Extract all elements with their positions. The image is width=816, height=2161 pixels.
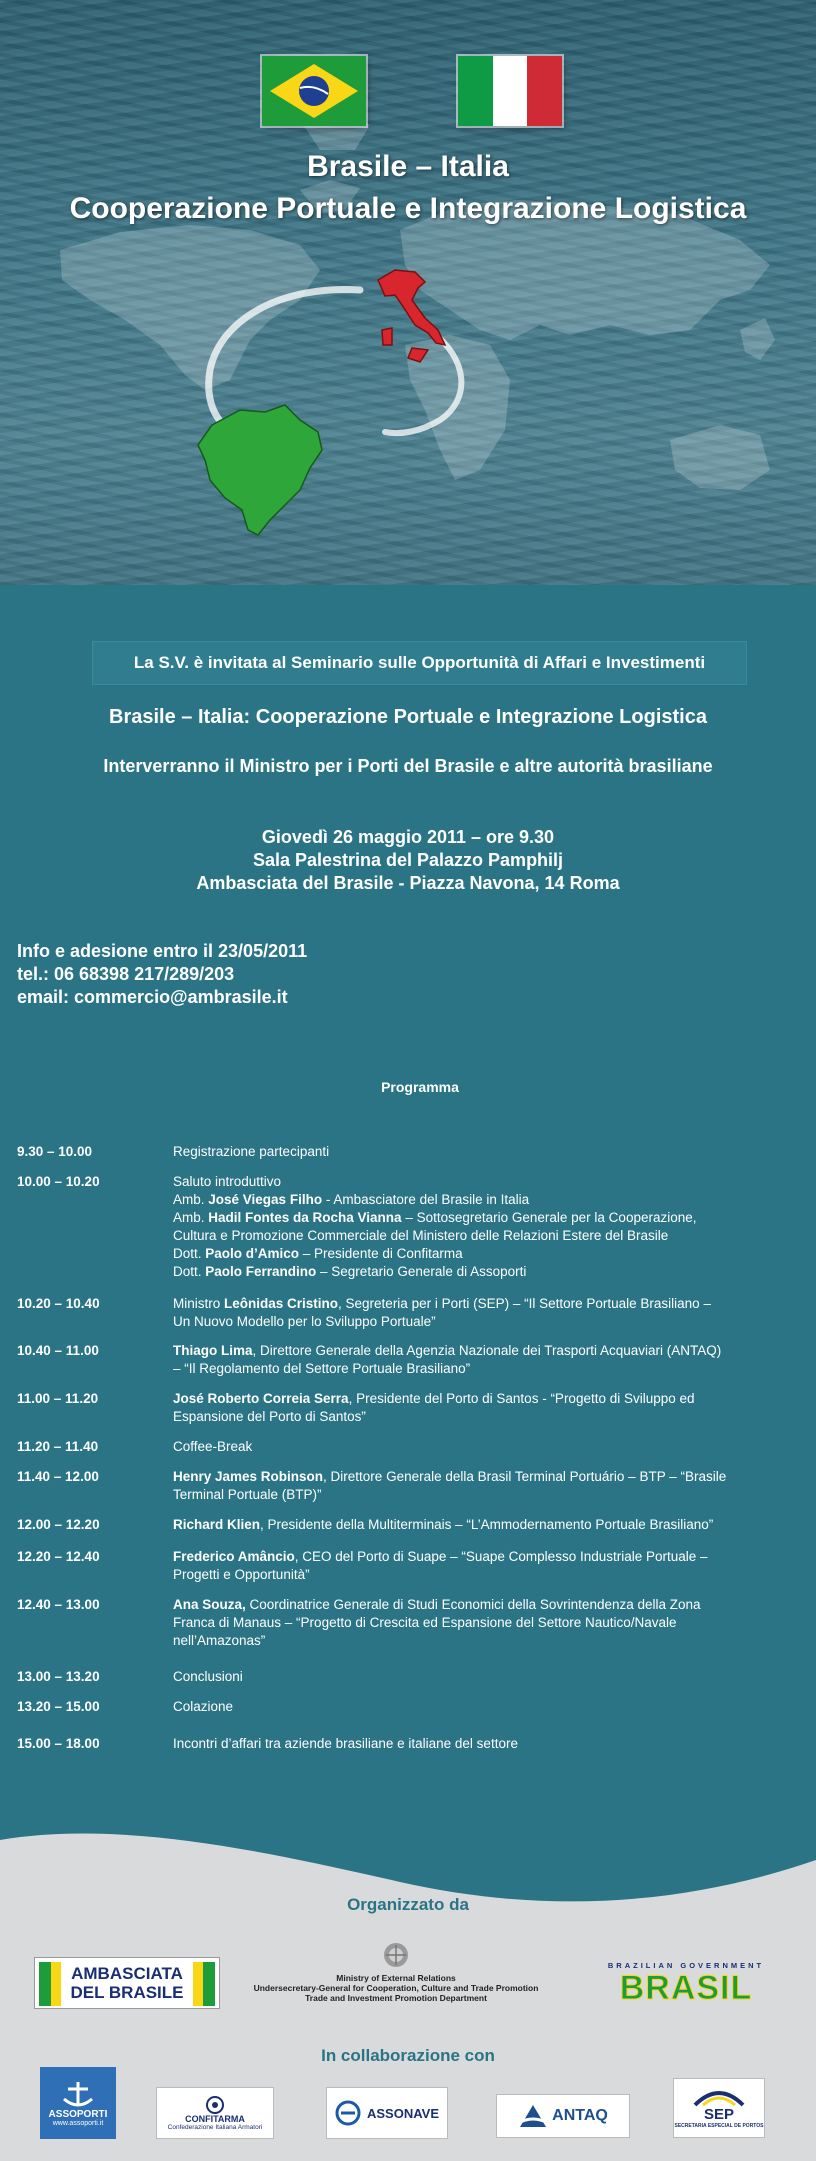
program-time: 12.40 – 13.00 — [17, 1597, 100, 1612]
event-date: Giovedì 26 maggio 2011 – ore 9.30 — [261, 827, 555, 847]
contact-email[interactable]: email: commercio@ambrasile.it — [17, 987, 288, 1007]
brazil-government-logo[interactable] — [586, 1957, 786, 2009]
program-description — [173, 1548, 793, 1584]
program-description — [173, 1668, 793, 1686]
program-time: 11.20 – 11.40 — [17, 1439, 99, 1454]
sep-emblem-icon — [693, 2087, 745, 2107]
confitarma-name: CONFITARMA — [185, 2113, 245, 2124]
antaq-logo[interactable] — [496, 2094, 630, 2138]
program-line — [173, 1596, 793, 1614]
ministry-logo[interactable] — [240, 1933, 552, 2011]
ambasciata-line2: DEL BRASILE — [70, 1983, 184, 2002]
ministry-line3: Trade and Investment Promotion Department — [305, 1993, 487, 2003]
program-time: 11.00 – 11.20 — [17, 1391, 99, 1406]
program-line-text: Franca di Manaus – “Progetto di Crescita ed Espansione del Settore Nautico/Navale — [173, 1615, 677, 1630]
hero-title-line2: Cooperazione Portuale e Integrazione Logistica — [69, 192, 747, 225]
program-line — [173, 1295, 793, 1313]
program-line — [173, 1245, 793, 1263]
assoporti-url: www.assoporti.it — [52, 2120, 104, 2127]
ambasciata-line1: AMBASCIATA — [71, 1964, 183, 1983]
italy-flag-icon — [458, 56, 562, 126]
speaker-name: Thiago Lima — [173, 1343, 253, 1358]
program-line-text: – “Il Regolamento del Settore Portuale Brasiliano” — [173, 1361, 471, 1376]
program-time: 9.30 – 10.00 — [17, 1144, 93, 1159]
program-line-suffix: , CEO del Porto di Suape – “Suape Complesso Industriale Portuale – — [294, 1549, 708, 1564]
program-line-text: Conclusioni — [173, 1669, 243, 1684]
footer — [0, 1830, 816, 2161]
brazil-shape-icon — [198, 405, 322, 535]
program-line-text: Registrazione partecipanti — [173, 1144, 330, 1159]
program-title: Programma — [381, 1079, 459, 1095]
program-line-text: Terminal Portuale (BTP)” — [173, 1487, 322, 1502]
program-line — [173, 1632, 793, 1650]
program-line-suffix: – Presidente di Confitarma — [299, 1246, 463, 1261]
program-time: 10.00 – 10.20 — [17, 1174, 100, 1189]
antaq-name: ANTAQ — [552, 2107, 608, 2124]
program-line-text: Incontri d’affari tra aziende brasiliane e italiane del settore — [173, 1736, 518, 1751]
program-line — [173, 1516, 793, 1534]
assoporti-name: ASSOPORTI — [48, 2109, 108, 2120]
program-line-suffix: Coordinatrice Generale di Studi Economici della Sovrintendenza della Zona — [245, 1597, 701, 1612]
program-line — [173, 1548, 793, 1566]
program-line — [173, 1227, 793, 1245]
event-address: Ambasciata del Brasile - Piazza Navona, 14 Roma — [196, 873, 620, 893]
govt-big-text: BRASIL — [619, 1968, 753, 2007]
program-line — [173, 1408, 793, 1426]
program-description — [173, 1143, 793, 1161]
program-line-prefix: Dott. — [173, 1246, 206, 1261]
program-line-suffix: – Sottosegretario Generale per la Cooperazione, — [401, 1210, 697, 1225]
world-map-illustration — [0, 0, 816, 585]
program-description — [173, 1342, 793, 1378]
speaker-name: Henry James Robinson — [173, 1469, 324, 1484]
program-description — [173, 1390, 793, 1426]
program-line-text: Progetti e Opportunità” — [173, 1567, 310, 1582]
ministry-line1: Ministry of External Relations — [336, 1973, 456, 1983]
program-line-text: nell’Amazonas” — [173, 1633, 266, 1648]
program-line — [173, 1468, 793, 1486]
program-description — [173, 1735, 793, 1753]
speaker-name: Hadil Fontes da Rocha Vianna — [208, 1210, 402, 1225]
speaker-name: Leônidas Cristino — [224, 1296, 339, 1311]
program-time: 10.40 – 11.00 — [17, 1343, 99, 1358]
program-line-text: Cultura e Promozione Commerciale del Ministero delle Relazioni Estere del Brasile — [173, 1228, 669, 1243]
ministry-line2: Undersecretary-General for Cooperation, Culture and Trade Promotion — [253, 1983, 539, 1993]
program-line — [173, 1191, 793, 1209]
program-line — [173, 1698, 793, 1716]
seminar-title: Brasile – Italia: Cooperazione Portuale e Integrazione Logistica — [109, 706, 707, 728]
program-line-text: Colazione — [173, 1699, 234, 1714]
antaq-emblem-icon — [518, 2103, 548, 2129]
program-line — [173, 1438, 793, 1456]
program-line-suffix: , Presidente del Porto di Santos - “Progetto di Sviluppo ed — [348, 1391, 695, 1406]
program-line — [173, 1486, 793, 1504]
program-line — [173, 1173, 793, 1191]
program-line — [173, 1313, 793, 1331]
ministry-emblem-icon — [378, 1941, 414, 1969]
hero-banner — [0, 0, 816, 585]
program-time: 12.00 – 12.20 — [17, 1517, 100, 1532]
program-time: 15.00 – 18.00 — [17, 1736, 100, 1751]
confitarma-emblem-icon — [202, 2096, 228, 2114]
contact-phone[interactable]: tel.: 06 68398 217/289/203 — [17, 964, 235, 984]
confitarma-logo[interactable] — [156, 2087, 274, 2139]
program-description — [173, 1698, 793, 1716]
program-line — [173, 1263, 793, 1281]
sep-logo[interactable] — [673, 2078, 765, 2138]
program-line — [173, 1390, 793, 1408]
invitation-banner — [92, 641, 747, 685]
assoporti-logo[interactable] — [40, 2067, 116, 2139]
speaker-name: Ana Souza, — [173, 1597, 246, 1612]
program-line — [173, 1566, 793, 1584]
program-description — [173, 1438, 793, 1456]
event-details — [0, 826, 816, 895]
program-description — [173, 1295, 793, 1331]
event-venue: Sala Palestrina del Palazzo Pamphilj — [252, 850, 564, 870]
program-line-prefix: Amb. — [173, 1210, 209, 1225]
program-line — [173, 1614, 793, 1632]
program-line-text: Coffee-Break — [173, 1439, 253, 1454]
program-line-suffix: - Ambasciatore del Brasile in Italia — [322, 1192, 530, 1207]
program-line-suffix: – Segretario Generale di Assoporti — [316, 1264, 527, 1279]
assonave-name: ASSONAVE — [367, 2105, 439, 2121]
program-line-text: Espansione del Porto di Santos” — [173, 1409, 366, 1424]
program-line-suffix: , Presidente della Multiterminais – “L’Ammodernamento Portuale Brasiliano” — [260, 1517, 714, 1532]
organized-by-heading: Organizzato da — [347, 1895, 469, 1914]
program-description — [173, 1516, 793, 1534]
program-line — [173, 1735, 793, 1753]
program-time: 10.20 – 10.40 — [17, 1296, 100, 1311]
hero-title-line1: Brasile – Italia — [307, 150, 509, 183]
ambasciata-logo[interactable] — [34, 1957, 220, 2009]
assonave-emblem-icon — [335, 2100, 361, 2126]
speakers-note: Interverranno il Ministro per i Porti del Brasile e altre autorità brasiliane — [103, 756, 713, 776]
speaker-name: Paolo Ferrandino — [205, 1264, 317, 1279]
program-line-prefix: Amb. — [173, 1192, 209, 1207]
program-line — [173, 1342, 793, 1360]
program-line — [173, 1360, 793, 1378]
program-line-prefix: Ministro — [173, 1296, 225, 1311]
assonave-logo[interactable] — [326, 2087, 448, 2139]
program-line-text: Un Nuovo Modello per lo Sviluppo Portuale” — [173, 1314, 436, 1329]
speaker-name: Richard Klien — [173, 1517, 261, 1532]
program-time: 12.20 – 12.40 — [17, 1549, 100, 1564]
invitation-text: La S.V. è invitata al Seminario sulle Opportunità di Affari e Investimenti — [133, 653, 706, 672]
program-line-suffix: , Direttore Generale della Brasil Terminal Portuário – BTP – “Brasile — [323, 1469, 727, 1484]
sep-sub: SECRETARIA ESPECIAL DE PORTOS — [674, 2123, 764, 2129]
program-line — [173, 1143, 793, 1161]
program-line-text: Saluto introduttivo — [173, 1174, 282, 1189]
program-description — [173, 1468, 793, 1504]
rsvp-deadline: Info e adesione entro il 23/05/2011 — [17, 941, 308, 961]
program-time: 11.40 – 12.00 — [17, 1469, 99, 1484]
sep-name: SEP — [703, 2106, 734, 2123]
program-time: 13.00 – 13.20 — [17, 1669, 100, 1684]
speaker-name: José Viegas Filho — [208, 1192, 323, 1207]
speaker-name: Frederico Amâncio — [173, 1549, 295, 1564]
speaker-name: Paolo d’Amico — [205, 1246, 300, 1261]
program-time: 13.20 – 15.00 — [17, 1699, 100, 1714]
speaker-name: José Roberto Correia Serra — [173, 1391, 349, 1406]
anchor-icon — [58, 2079, 98, 2109]
program-description — [173, 1173, 793, 1281]
program-line-suffix: , Segreteria per i Porti (SEP) – “Il Settore Portuale Brasiliano – — [338, 1296, 711, 1311]
program-line — [173, 1668, 793, 1686]
program-description — [173, 1596, 793, 1650]
govt-small-text: BRAZILIAN GOVERNMENT — [607, 1960, 765, 1970]
program-line-suffix: , Direttore Generale della Agenzia Nazionale dei Trasporti Acquaviari (ANTAQ) — [252, 1343, 722, 1358]
program-line-prefix: Dott. — [173, 1264, 206, 1279]
contact-info — [17, 940, 307, 1009]
program-line — [173, 1209, 793, 1227]
confitarma-sub: Confederazione Italiana Armatori — [167, 2123, 263, 2131]
collaboration-heading: In collaborazione con — [321, 2046, 495, 2065]
brazil-flag-icon — [262, 56, 366, 126]
